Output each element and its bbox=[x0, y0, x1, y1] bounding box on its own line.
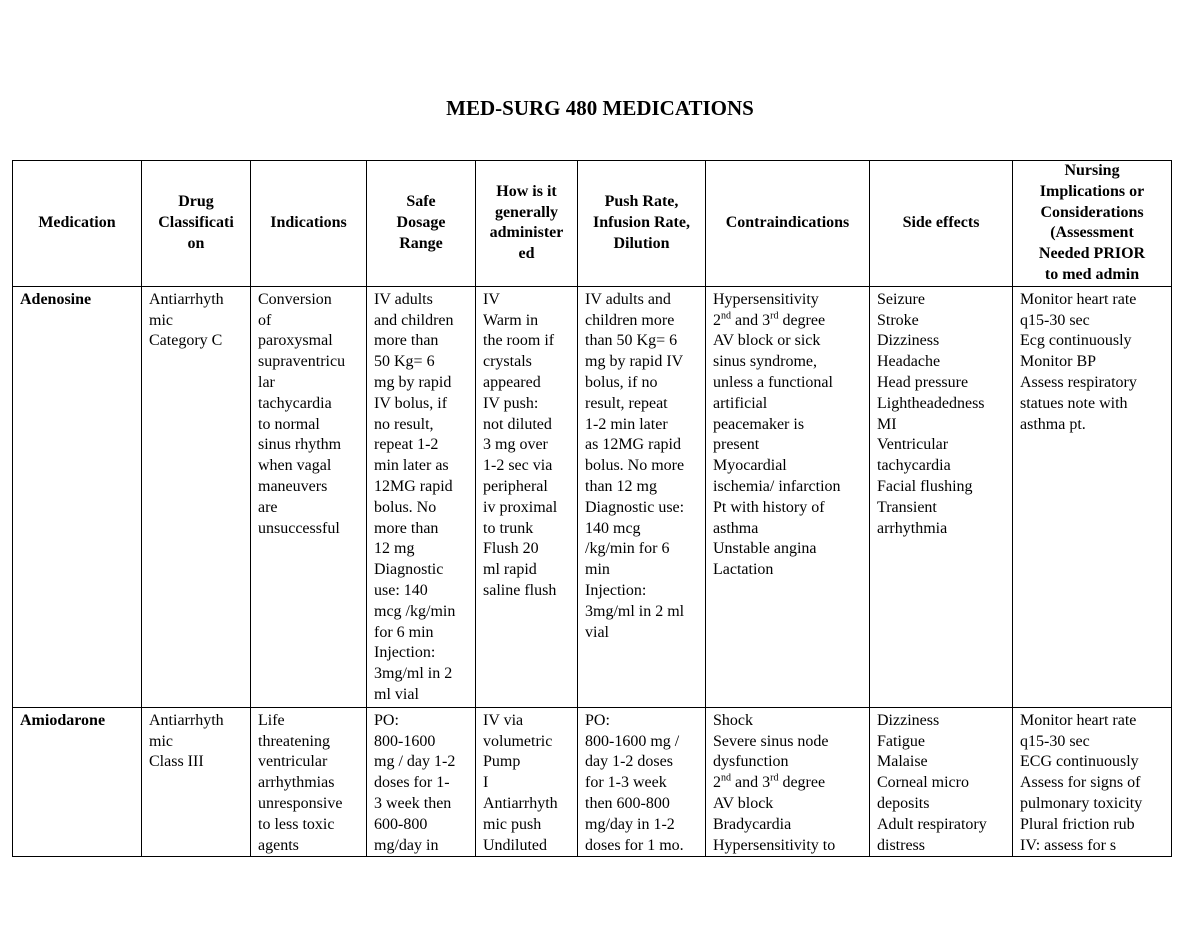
cell-line: Hypersensitivity to bbox=[713, 836, 836, 854]
header-row bbox=[13, 161, 1172, 287]
cell-line: 50 Kg= 6 bbox=[374, 353, 435, 371]
cell-line: Malaise bbox=[877, 753, 928, 771]
cell-line: repeat 1-2 bbox=[374, 436, 439, 454]
cell-line: sinus syndrome, bbox=[713, 353, 817, 371]
cell-line: on bbox=[187, 234, 205, 252]
cell-safe-dosage-range bbox=[367, 286, 476, 707]
cell-line: bolus, if no bbox=[585, 373, 658, 391]
cell-line: Shock bbox=[713, 711, 753, 729]
cell-line: maneuvers bbox=[258, 477, 328, 495]
cell-line: iv proximal bbox=[483, 498, 558, 516]
cell-contraindications bbox=[706, 286, 870, 707]
cell-line: of bbox=[258, 311, 272, 329]
cell-push-rate bbox=[578, 707, 706, 857]
cell-line: Ecg continuously bbox=[1020, 332, 1132, 350]
cell-line: q15-30 sec bbox=[1020, 732, 1090, 750]
cell-line: Monitor heart rate bbox=[1020, 711, 1137, 729]
cell-push-rate bbox=[578, 286, 706, 707]
cell-line: mg / day 1-2 bbox=[374, 753, 456, 771]
cell-line: min bbox=[585, 561, 610, 579]
cell-line: Ventricular bbox=[877, 436, 949, 454]
header-administration bbox=[476, 161, 578, 287]
cell-line: Warm in bbox=[483, 311, 539, 329]
cell-line: IV adults bbox=[374, 290, 433, 308]
header-safe-dosage-range bbox=[367, 161, 476, 287]
cell-line: Nursing bbox=[1064, 162, 1120, 179]
cell-line: doses for 1 mo. bbox=[585, 836, 684, 854]
cell-line: than 12 mg bbox=[585, 477, 657, 495]
cell-line: appeared bbox=[483, 373, 541, 391]
cell-line: Unstable angina bbox=[713, 540, 817, 558]
cell-line: Lactation bbox=[713, 561, 774, 579]
cell-side-effects bbox=[870, 707, 1013, 857]
cell-line: 12MG rapid bbox=[374, 477, 453, 495]
cell-line: IV: assess for s bbox=[1020, 836, 1117, 854]
cell-line: Bradycardia bbox=[713, 815, 792, 833]
cell-indications bbox=[251, 707, 367, 857]
cell-line: present bbox=[713, 436, 760, 454]
cell-line: Pt with history of bbox=[713, 498, 825, 516]
cell-line: mg/day in bbox=[374, 836, 439, 854]
cell-drug-classification bbox=[142, 707, 251, 857]
cell-line: to normal bbox=[258, 415, 320, 433]
cell-line: use: 140 bbox=[374, 581, 428, 599]
cell-line: day 1-2 doses bbox=[585, 753, 673, 771]
cell-line: to trunk bbox=[483, 519, 534, 537]
cell-line: 800-1600 mg / bbox=[585, 732, 680, 750]
cell-line: more than bbox=[374, 519, 439, 537]
cell-line: and children bbox=[374, 311, 454, 329]
cell-line: Corneal micro bbox=[877, 774, 969, 792]
cell-line: lar bbox=[258, 373, 275, 391]
cell-line: than 50 Kg= 6 bbox=[585, 332, 678, 350]
cell-line: IV via bbox=[483, 711, 524, 729]
header-indications bbox=[251, 161, 367, 287]
cell-line: Flush 20 bbox=[483, 540, 539, 558]
cell-line: Seizure bbox=[877, 290, 925, 308]
cell-line: Range bbox=[399, 234, 443, 252]
cell-line: volumetric bbox=[483, 732, 553, 750]
cell-line: as 12MG rapid bbox=[585, 436, 681, 454]
cell-line: ml vial bbox=[374, 685, 419, 703]
cell-line: mcg /kg/min bbox=[374, 602, 456, 620]
header-drug-classification bbox=[142, 161, 251, 287]
cell-line: for 6 min bbox=[374, 623, 434, 641]
cell-line: Undiluted bbox=[483, 836, 547, 854]
cell-indications bbox=[251, 286, 367, 707]
cell-line: for 1-3 week bbox=[585, 774, 667, 792]
cell-line: threatening bbox=[258, 732, 330, 750]
header-side-effects bbox=[870, 161, 1013, 287]
cell-line: distress bbox=[877, 836, 925, 854]
cell-line: artificial bbox=[713, 394, 768, 412]
cell-contraindications bbox=[706, 707, 870, 857]
cell-line: Antiarrhyth bbox=[483, 794, 558, 812]
cell-line: 3mg/ml in 2 ml bbox=[585, 602, 685, 620]
cell-line: Contraindications bbox=[725, 213, 850, 231]
cell-line: 12 mg bbox=[374, 540, 415, 558]
cell-line: Dilution bbox=[613, 234, 670, 252]
cell-line: I bbox=[483, 774, 489, 792]
cell-line: 800-1600 bbox=[374, 732, 436, 750]
cell-line: 3 mg over bbox=[483, 436, 548, 454]
cell-line: Diagnostic use: bbox=[585, 498, 685, 516]
cell-administration bbox=[476, 707, 578, 857]
cell-line: Head pressure bbox=[877, 373, 969, 391]
cell-line: tachycardia bbox=[877, 457, 951, 475]
cell-line: Diagnostic bbox=[374, 561, 444, 579]
cell-line: arrhythmia bbox=[877, 519, 948, 537]
cell-line: mic push bbox=[483, 815, 542, 833]
cell-line: How is it bbox=[496, 182, 557, 200]
cell-line: pulmonary toxicity bbox=[1020, 794, 1143, 812]
cell-line: q15-30 sec bbox=[1020, 311, 1090, 329]
cell-line: when vagal bbox=[258, 457, 332, 475]
cell-line: crystals bbox=[483, 353, 532, 371]
cell-line: 1-2 min later bbox=[585, 415, 668, 433]
cell-line: Antiarrhyth bbox=[149, 711, 224, 729]
cell-line: to less toxic bbox=[258, 815, 335, 833]
cell-medication-name: Adenosine bbox=[13, 286, 142, 707]
cell-line: children more bbox=[585, 311, 675, 329]
cell-line: not diluted bbox=[483, 415, 552, 433]
table-row bbox=[13, 707, 1172, 857]
cell-line: mic bbox=[149, 732, 173, 750]
cell-line: IV adults and bbox=[585, 290, 671, 308]
cell-line: 2nd and 3rd degree bbox=[713, 772, 826, 792]
cell-line: Infusion Rate, bbox=[593, 213, 690, 231]
cell-line: 3 week then bbox=[374, 794, 452, 812]
cell-line: Side effects bbox=[902, 213, 980, 231]
header-contraindications bbox=[706, 161, 870, 287]
cell-line: Hypersensitivity bbox=[713, 290, 819, 308]
cell-line: administer bbox=[489, 224, 564, 242]
cell-line: Category C bbox=[149, 332, 223, 350]
cell-line: agents bbox=[258, 836, 299, 854]
cell-line: Stroke bbox=[877, 311, 919, 329]
cell-line: /kg/min for 6 bbox=[585, 540, 670, 558]
cell-line: Transient bbox=[877, 498, 937, 516]
cell-line: doses for 1- bbox=[374, 774, 450, 792]
table-row bbox=[13, 286, 1172, 707]
header-nursing-implications bbox=[1013, 161, 1172, 287]
cell-side-effects bbox=[870, 286, 1013, 707]
cell-line: Push Rate, bbox=[604, 193, 679, 211]
cell-line: Fatigue bbox=[877, 732, 925, 750]
cell-drug-classification bbox=[142, 286, 251, 707]
cell-line: Assess for signs of bbox=[1020, 774, 1141, 792]
cell-medication-name: Amiodarone bbox=[13, 707, 142, 857]
cell-line: paroxysmal bbox=[258, 332, 333, 350]
cell-line: PO: bbox=[585, 711, 610, 729]
cell-line: IV push: bbox=[483, 394, 539, 412]
cell-line: asthma pt. bbox=[1020, 415, 1086, 433]
cell-line: AV block or sick bbox=[713, 332, 821, 350]
cell-safe-dosage-range bbox=[367, 707, 476, 857]
medications-table bbox=[12, 160, 1172, 857]
cell-line: unless a functional bbox=[713, 373, 833, 391]
cell-line: arrhythmias bbox=[258, 774, 335, 792]
cell-line: Adult respiratory bbox=[877, 815, 987, 833]
cell-line: Considerations bbox=[1040, 203, 1144, 221]
cell-line: Life bbox=[258, 711, 285, 729]
cell-line: vial bbox=[585, 623, 609, 641]
cell-line: IV bolus, if bbox=[374, 394, 448, 412]
cell-line: Classificati bbox=[158, 213, 234, 231]
cell-line: 140 mcg bbox=[585, 519, 641, 537]
cell-nursing-implications bbox=[1013, 286, 1172, 707]
cell-line: Drug bbox=[178, 193, 214, 211]
cell-line: bolus. No more bbox=[585, 457, 685, 475]
cell-line: Monitor heart rate bbox=[1020, 290, 1137, 308]
cell-line: deposits bbox=[877, 794, 930, 812]
cell-line: bolus. No bbox=[374, 498, 437, 516]
cell-line: 3mg/ml in 2 bbox=[374, 665, 453, 683]
cell-line: mg/day in 1-2 bbox=[585, 815, 675, 833]
cell-line: Dosage bbox=[396, 213, 446, 231]
cell-line: result, repeat bbox=[585, 394, 668, 412]
cell-line: 1-2 sec via bbox=[483, 457, 553, 475]
cell-line: unsuccessful bbox=[258, 519, 340, 537]
cell-line: Safe bbox=[406, 193, 436, 211]
cell-line: sinus rhythm bbox=[258, 436, 342, 454]
cell-line: Dizziness bbox=[877, 332, 940, 350]
cell-line: peripheral bbox=[483, 477, 548, 495]
page-title: MED-SURG 480 MEDICATIONS bbox=[446, 96, 754, 120]
cell-line: Plural friction rub bbox=[1020, 815, 1135, 833]
cell-line: then 600-800 bbox=[585, 794, 670, 812]
cell-line: ml rapid bbox=[483, 561, 537, 579]
cell-line: generally bbox=[494, 203, 559, 221]
cell-line: to med admin bbox=[1044, 265, 1140, 283]
cell-line: the room if bbox=[483, 332, 555, 350]
cell-line: asthma bbox=[713, 519, 759, 537]
cell-line: Indications bbox=[270, 213, 347, 231]
cell-line: no result, bbox=[374, 415, 434, 433]
cell-line: Implications or bbox=[1039, 182, 1145, 200]
cell-nursing-implications bbox=[1013, 707, 1172, 857]
cell-line: 2nd and 3rd degree bbox=[713, 310, 826, 329]
header-medication bbox=[13, 161, 142, 287]
cell-line: mg by rapid bbox=[374, 373, 452, 391]
cell-line: saline flush bbox=[483, 581, 557, 599]
cell-line: supraventricu bbox=[258, 353, 346, 371]
cell-line: Injection: bbox=[585, 581, 647, 599]
cell-line: IV bbox=[483, 290, 500, 308]
cell-line: mg by rapid IV bbox=[585, 353, 684, 371]
cell-line: Monitor BP bbox=[1020, 353, 1097, 371]
cell-line: more than bbox=[374, 332, 439, 350]
cell-line: ECG continuously bbox=[1020, 753, 1139, 771]
header-push-rate bbox=[578, 161, 706, 287]
cell-line: Dizziness bbox=[877, 711, 940, 729]
cell-line: Antiarrhyth bbox=[149, 290, 224, 308]
cell-line: Lightheadedness bbox=[877, 394, 985, 412]
cell-line: Severe sinus node bbox=[713, 732, 829, 750]
cell-line: Assess respiratory bbox=[1020, 373, 1137, 391]
cell-line: mic bbox=[149, 311, 173, 329]
cell-line: Myocardial bbox=[713, 457, 787, 475]
cell-line: tachycardia bbox=[258, 394, 332, 412]
cell-line: AV block bbox=[713, 794, 774, 812]
cell-line: (Assessment bbox=[1050, 224, 1134, 242]
cell-line: min later as bbox=[374, 457, 449, 475]
cell-line: are bbox=[258, 498, 278, 516]
cell-line: Needed PRIOR bbox=[1038, 245, 1146, 263]
cell-line: Class III bbox=[149, 753, 204, 771]
cell-line: 600-800 bbox=[374, 815, 428, 833]
cell-line: unresponsive bbox=[258, 794, 343, 812]
cell-line: Injection: bbox=[374, 644, 436, 662]
cell-line: ischemia/ infarction bbox=[713, 477, 841, 495]
cell-line: Medication bbox=[38, 213, 116, 231]
cell-line: dysfunction bbox=[713, 753, 789, 771]
cell-line: Pump bbox=[483, 753, 521, 771]
cell-line: Headache bbox=[877, 353, 941, 371]
cell-line: MI bbox=[877, 415, 897, 433]
cell-line: ed bbox=[518, 245, 535, 263]
cell-administration bbox=[476, 286, 578, 707]
cell-line: statues note with bbox=[1020, 394, 1128, 412]
cell-line: PO: bbox=[374, 711, 399, 729]
cell-line: ventricular bbox=[258, 753, 328, 771]
cell-line: Conversion bbox=[258, 290, 332, 308]
cell-line: peacemaker is bbox=[713, 415, 805, 433]
cell-line: Facial flushing bbox=[877, 477, 973, 495]
